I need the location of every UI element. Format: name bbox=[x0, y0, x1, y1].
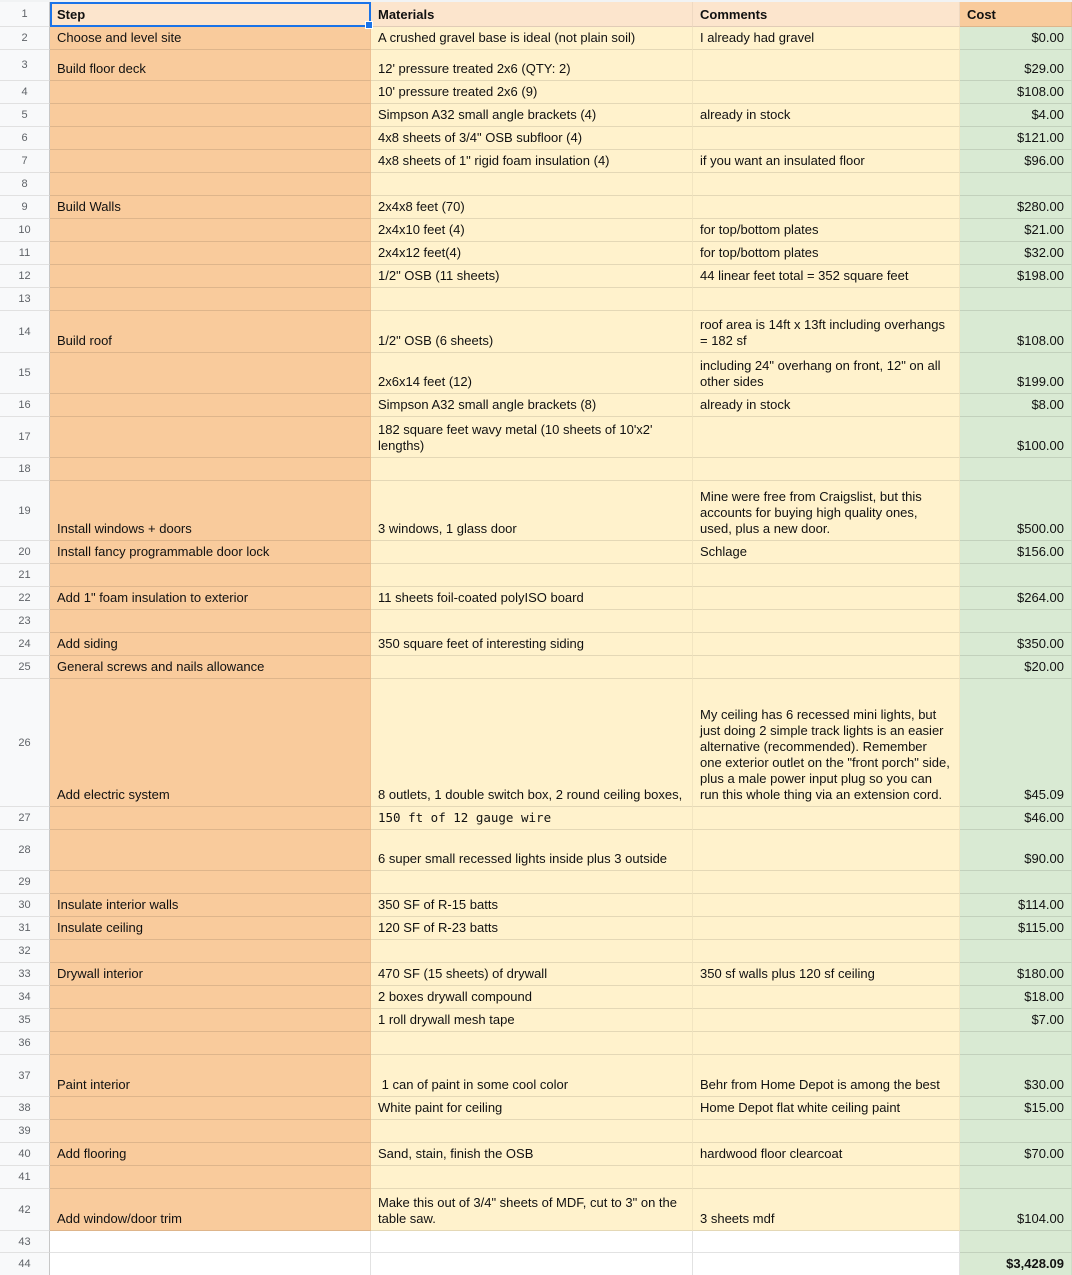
materials-cell[interactable]: 1 roll drywall mesh tape bbox=[371, 1009, 693, 1032]
sheet-row bbox=[0, 1009, 1072, 1032]
cost-cell[interactable]: $264.00 bbox=[960, 587, 1072, 610]
sheet-row bbox=[0, 541, 1072, 564]
cost-cell[interactable] bbox=[960, 564, 1072, 587]
row-number-cell[interactable]: 24 bbox=[0, 633, 50, 656]
cost-cell[interactable] bbox=[960, 1032, 1072, 1055]
materials-cell[interactable]: 10' pressure treated 2x6 (9) bbox=[371, 81, 693, 104]
sheet-row bbox=[0, 288, 1072, 311]
materials-cell[interactable]: 2x4x8 feet (70) bbox=[371, 196, 693, 219]
row-number-cell[interactable]: 36 bbox=[0, 1032, 50, 1055]
column-header-cost[interactable]: Cost bbox=[960, 2, 1072, 27]
row-number-cell[interactable]: 13 bbox=[0, 288, 50, 311]
materials-cell[interactable]: 182 square feet wavy metal (10 sheets of 10'x2' lengths) bbox=[371, 417, 693, 458]
step-cell[interactable] bbox=[50, 1253, 371, 1275]
cost-cell[interactable]: $180.00 bbox=[960, 963, 1072, 986]
step-cell[interactable] bbox=[50, 1166, 371, 1189]
cost-cell[interactable]: $350.00 bbox=[960, 633, 1072, 656]
row-number-cell[interactable]: 41 bbox=[0, 1166, 50, 1189]
row-number-cell[interactable]: 40 bbox=[0, 1143, 50, 1166]
materials-cell[interactable] bbox=[371, 173, 693, 196]
comments-cell[interactable]: if you want an insulated floor bbox=[693, 150, 960, 173]
materials-cell[interactable]: 6 super small recessed lights inside plus 3 outside bbox=[371, 830, 693, 871]
sheet-row bbox=[0, 458, 1072, 481]
materials-cell[interactable] bbox=[371, 288, 693, 311]
sheet-row bbox=[0, 173, 1072, 196]
cost-cell[interactable]: $46.00 bbox=[960, 807, 1072, 830]
materials-cell[interactable] bbox=[371, 1120, 693, 1143]
step-cell[interactable]: Paint interior bbox=[50, 1055, 371, 1097]
materials-cell[interactable]: 2x4x12 feet(4) bbox=[371, 242, 693, 265]
comments-cell[interactable] bbox=[693, 288, 960, 311]
step-cell[interactable] bbox=[50, 986, 371, 1009]
step-cell[interactable]: Build roof bbox=[50, 311, 371, 353]
comments-cell[interactable] bbox=[693, 1009, 960, 1032]
comments-cell[interactable] bbox=[693, 196, 960, 219]
materials-cell[interactable]: 1 can of paint in some cool color bbox=[371, 1055, 693, 1097]
materials-cell[interactable] bbox=[371, 1166, 693, 1189]
sheet-row bbox=[0, 265, 1072, 288]
comments-cell[interactable]: Behr from Home Depot is among the best bbox=[693, 1055, 960, 1097]
cost-cell[interactable]: $0.00 bbox=[960, 27, 1072, 50]
sheet-row bbox=[0, 656, 1072, 679]
comments-cell[interactable] bbox=[693, 564, 960, 587]
cost-cell[interactable]: $32.00 bbox=[960, 242, 1072, 265]
comments-cell[interactable]: Mine were free from Craigslist, but this accounts for buying high quality ones, used, plus a new door. bbox=[693, 481, 960, 541]
materials-cell[interactable]: White paint for ceiling bbox=[371, 1097, 693, 1120]
comments-cell[interactable] bbox=[693, 610, 960, 633]
cost-cell[interactable]: $21.00 bbox=[960, 219, 1072, 242]
comments-cell[interactable]: already in stock bbox=[693, 394, 960, 417]
row-number-cell[interactable]: 10 bbox=[0, 219, 50, 242]
step-cell[interactable] bbox=[50, 127, 371, 150]
materials-cell[interactable]: 2 boxes drywall compound bbox=[371, 986, 693, 1009]
materials-cell[interactable] bbox=[371, 656, 693, 679]
row-number-cell[interactable]: 38 bbox=[0, 1097, 50, 1120]
materials-cell[interactable] bbox=[371, 1253, 693, 1275]
cost-cell[interactable]: $3,428.09 bbox=[960, 1253, 1072, 1275]
row-number-cell[interactable]: 43 bbox=[0, 1231, 50, 1253]
step-cell[interactable] bbox=[50, 940, 371, 963]
comments-cell[interactable]: I already had gravel bbox=[693, 27, 960, 50]
comments-cell[interactable]: Home Depot flat white ceiling paint bbox=[693, 1097, 960, 1120]
comments-cell[interactable]: My ceiling has 6 recessed mini lights, but just doing 2 simple track lights is an easier alternative (recommended). Remember one exterior outlet on the "front porch" side, plus a male power input plug so you can run this whole thing via an extension cord. bbox=[693, 679, 960, 807]
materials-cell[interactable]: Simpson A32 small angle brackets (8) bbox=[371, 394, 693, 417]
step-cell[interactable] bbox=[50, 1032, 371, 1055]
row-number-cell[interactable]: 12 bbox=[0, 265, 50, 288]
sheet-row bbox=[0, 104, 1072, 127]
step-cell[interactable] bbox=[50, 288, 371, 311]
comments-cell[interactable] bbox=[693, 458, 960, 481]
step-cell[interactable] bbox=[50, 265, 371, 288]
sheet-row bbox=[0, 940, 1072, 963]
materials-cell[interactable]: Sand, stain, finish the OSB bbox=[371, 1143, 693, 1166]
column-header-comments[interactable]: Comments bbox=[693, 2, 960, 27]
materials-cell[interactable]: 470 SF (15 sheets) of drywall bbox=[371, 963, 693, 986]
row-number-cell[interactable]: 33 bbox=[0, 963, 50, 986]
sheet-row bbox=[0, 1097, 1072, 1120]
cost-cell[interactable]: $114.00 bbox=[960, 894, 1072, 917]
cost-cell[interactable] bbox=[960, 173, 1072, 196]
sheet-row bbox=[0, 127, 1072, 150]
materials-cell[interactable]: 4x8 sheets of 1" rigid foam insulation (4) bbox=[371, 150, 693, 173]
step-cell[interactable]: Add window/door trim bbox=[50, 1189, 371, 1231]
sheet-row bbox=[0, 830, 1072, 871]
sheet-row bbox=[0, 1231, 1072, 1253]
cost-cell[interactable]: $199.00 bbox=[960, 353, 1072, 394]
cost-cell[interactable]: $198.00 bbox=[960, 265, 1072, 288]
cost-cell[interactable] bbox=[960, 940, 1072, 963]
step-cell[interactable] bbox=[50, 830, 371, 871]
row-number-cell[interactable]: 17 bbox=[0, 417, 50, 458]
sheet-row bbox=[0, 50, 1072, 81]
cost-cell[interactable]: $108.00 bbox=[960, 81, 1072, 104]
comments-cell[interactable] bbox=[693, 1231, 960, 1253]
comments-cell[interactable]: 350 sf walls plus 120 sf ceiling bbox=[693, 963, 960, 986]
comments-cell[interactable] bbox=[693, 1032, 960, 1055]
row-number-cell[interactable]: 29 bbox=[0, 871, 50, 894]
materials-cell[interactable] bbox=[371, 1032, 693, 1055]
materials-cell[interactable]: 1/2" OSB (6 sheets) bbox=[371, 311, 693, 353]
materials-cell[interactable]: A crushed gravel base is ideal (not plain soil) bbox=[371, 27, 693, 50]
row-number-cell[interactable]: 4 bbox=[0, 81, 50, 104]
step-cell[interactable] bbox=[50, 458, 371, 481]
comments-cell[interactable] bbox=[693, 1166, 960, 1189]
sheet-row bbox=[0, 679, 1072, 807]
comments-cell[interactable]: for top/bottom plates bbox=[693, 219, 960, 242]
comments-cell[interactable]: hardwood floor clearcoat bbox=[693, 1143, 960, 1166]
step-cell[interactable] bbox=[50, 353, 371, 394]
column-header-materials[interactable]: Materials bbox=[371, 2, 693, 27]
materials-cell[interactable]: 120 SF of R-23 batts bbox=[371, 917, 693, 940]
sheet-row bbox=[0, 417, 1072, 458]
comments-cell[interactable] bbox=[693, 417, 960, 458]
step-cell[interactable] bbox=[50, 173, 371, 196]
step-cell[interactable]: Build floor deck bbox=[50, 50, 371, 81]
step-cell[interactable]: Drywall interior bbox=[50, 963, 371, 986]
comments-cell[interactable] bbox=[693, 127, 960, 150]
row-number-cell[interactable]: 37 bbox=[0, 1055, 50, 1097]
step-cell[interactable]: Install fancy programmable door lock bbox=[50, 541, 371, 564]
cost-cell[interactable] bbox=[960, 1166, 1072, 1189]
materials-cell[interactable] bbox=[371, 1231, 693, 1253]
cost-cell[interactable]: $15.00 bbox=[960, 1097, 1072, 1120]
comments-cell[interactable]: including 24" overhang on front, 12" on all other sides bbox=[693, 353, 960, 394]
step-cell[interactable] bbox=[50, 242, 371, 265]
sheet-row bbox=[0, 219, 1072, 242]
sheet-row bbox=[0, 917, 1072, 940]
cost-cell[interactable] bbox=[960, 610, 1072, 633]
cost-cell[interactable]: $115.00 bbox=[960, 917, 1072, 940]
cost-cell[interactable]: $20.00 bbox=[960, 656, 1072, 679]
sheet-row bbox=[0, 27, 1072, 50]
comments-cell[interactable] bbox=[693, 656, 960, 679]
materials-cell[interactable]: 2x6x14 feet (12) bbox=[371, 353, 693, 394]
sheet-row bbox=[0, 481, 1072, 541]
materials-cell[interactable]: 1/2" OSB (11 sheets) bbox=[371, 265, 693, 288]
row-number-cell[interactable]: 6 bbox=[0, 127, 50, 150]
row-number-cell[interactable]: 23 bbox=[0, 610, 50, 633]
step-cell[interactable]: Insulate interior walls bbox=[50, 894, 371, 917]
materials-cell[interactable]: 2x4x10 feet (4) bbox=[371, 219, 693, 242]
row-number-cell[interactable]: 2 bbox=[0, 27, 50, 50]
step-cell[interactable]: Insulate ceiling bbox=[50, 917, 371, 940]
sheet-row bbox=[0, 963, 1072, 986]
cost-cell[interactable]: $100.00 bbox=[960, 417, 1072, 458]
sheet-row bbox=[0, 1120, 1072, 1143]
comments-cell[interactable] bbox=[693, 986, 960, 1009]
row-number-cell[interactable]: 34 bbox=[0, 986, 50, 1009]
row-number-cell[interactable]: 32 bbox=[0, 940, 50, 963]
sheet-row bbox=[0, 1166, 1072, 1189]
row-number-cell[interactable]: 9 bbox=[0, 196, 50, 219]
cost-cell[interactable]: $108.00 bbox=[960, 311, 1072, 353]
sheet-row bbox=[0, 1055, 1072, 1097]
sheet-row bbox=[0, 196, 1072, 219]
comments-cell[interactable] bbox=[693, 50, 960, 81]
cost-cell[interactable] bbox=[960, 1231, 1072, 1253]
materials-cell[interactable] bbox=[371, 541, 693, 564]
materials-cell[interactable]: 8 outlets, 1 double switch box, 2 round ceiling boxes, bbox=[371, 679, 693, 807]
sheet-row bbox=[0, 986, 1072, 1009]
materials-cell[interactable] bbox=[371, 610, 693, 633]
comments-cell[interactable] bbox=[693, 1253, 960, 1275]
comments-cell[interactable] bbox=[693, 807, 960, 830]
materials-cell[interactable]: Make this out of 3/4" sheets of MDF, cut to 3" on the table saw. bbox=[371, 1189, 693, 1231]
comments-cell[interactable]: Schlage bbox=[693, 541, 960, 564]
step-cell[interactable] bbox=[50, 394, 371, 417]
cost-cell[interactable] bbox=[960, 1120, 1072, 1143]
materials-cell[interactable]: 3 windows, 1 glass door bbox=[371, 481, 693, 541]
row-number-cell[interactable]: 21 bbox=[0, 564, 50, 587]
comments-cell[interactable] bbox=[693, 894, 960, 917]
row-number-cell[interactable]: 20 bbox=[0, 541, 50, 564]
row-number-cell[interactable]: 15 bbox=[0, 353, 50, 394]
comments-cell[interactable]: for top/bottom plates bbox=[693, 242, 960, 265]
cost-cell[interactable]: $156.00 bbox=[960, 541, 1072, 564]
step-cell[interactable]: Install windows + doors bbox=[50, 481, 371, 541]
row-number-cell[interactable]: 1 bbox=[0, 2, 50, 27]
cost-cell[interactable]: $96.00 bbox=[960, 150, 1072, 173]
step-cell[interactable]: Build Walls bbox=[50, 196, 371, 219]
comments-cell[interactable] bbox=[693, 871, 960, 894]
materials-cell[interactable]: 350 square feet of interesting siding bbox=[371, 633, 693, 656]
row-number-cell[interactable]: 44 bbox=[0, 1253, 50, 1275]
step-cell[interactable] bbox=[50, 150, 371, 173]
cost-cell[interactable]: $7.00 bbox=[960, 1009, 1072, 1032]
sheet-row bbox=[0, 81, 1072, 104]
sheet-row bbox=[0, 1189, 1072, 1231]
step-cell[interactable] bbox=[50, 81, 371, 104]
sheet-row bbox=[0, 587, 1072, 610]
row-number-cell[interactable]: 39 bbox=[0, 1120, 50, 1143]
step-cell[interactable] bbox=[50, 417, 371, 458]
row-number-cell[interactable]: 11 bbox=[0, 242, 50, 265]
comments-cell[interactable] bbox=[693, 917, 960, 940]
materials-cell[interactable]: 11 sheets foil-coated polyISO board bbox=[371, 587, 693, 610]
row-number-cell[interactable]: 35 bbox=[0, 1009, 50, 1032]
materials-cell[interactable]: 150 ft of 12 gauge wire bbox=[371, 807, 693, 830]
row-number-cell[interactable]: 18 bbox=[0, 458, 50, 481]
row-number-cell[interactable]: 42 bbox=[0, 1189, 50, 1231]
cost-cell[interactable]: $18.00 bbox=[960, 986, 1072, 1009]
sheet-row bbox=[0, 633, 1072, 656]
sheet-row bbox=[0, 242, 1072, 265]
materials-cell[interactable] bbox=[371, 940, 693, 963]
cost-cell[interactable]: $500.00 bbox=[960, 481, 1072, 541]
row-number-cell[interactable]: 31 bbox=[0, 917, 50, 940]
cost-cell[interactable] bbox=[960, 458, 1072, 481]
comments-cell[interactable] bbox=[693, 173, 960, 196]
sheet-row bbox=[0, 311, 1072, 353]
comments-cell[interactable] bbox=[693, 587, 960, 610]
row-number-cell[interactable]: 25 bbox=[0, 656, 50, 679]
step-cell[interactable] bbox=[50, 871, 371, 894]
row-number-cell[interactable]: 5 bbox=[0, 104, 50, 127]
cost-cell[interactable]: $30.00 bbox=[960, 1055, 1072, 1097]
cost-cell[interactable]: $121.00 bbox=[960, 127, 1072, 150]
row-number-cell[interactable]: 19 bbox=[0, 481, 50, 541]
materials-cell[interactable]: 12' pressure treated 2x6 (QTY: 2) bbox=[371, 50, 693, 81]
step-cell[interactable] bbox=[50, 1097, 371, 1120]
row-number-cell[interactable]: 30 bbox=[0, 894, 50, 917]
comments-cell[interactable] bbox=[693, 81, 960, 104]
cost-cell[interactable]: $45.09 bbox=[960, 679, 1072, 807]
cost-cell[interactable] bbox=[960, 871, 1072, 894]
row-number-cell[interactable]: 26 bbox=[0, 679, 50, 807]
cost-cell[interactable]: $70.00 bbox=[960, 1143, 1072, 1166]
step-cell[interactable] bbox=[50, 564, 371, 587]
step-cell[interactable] bbox=[50, 1231, 371, 1253]
materials-cell[interactable]: 4x8 sheets of 3/4" OSB subfloor (4) bbox=[371, 127, 693, 150]
row-number-cell[interactable]: 27 bbox=[0, 807, 50, 830]
sheet-row bbox=[0, 1032, 1072, 1055]
step-cell[interactable]: Add flooring bbox=[50, 1143, 371, 1166]
materials-cell[interactable]: 350 SF of R-15 batts bbox=[371, 894, 693, 917]
step-cell[interactable]: General screws and nails allowance bbox=[50, 656, 371, 679]
row-number-cell[interactable]: 7 bbox=[0, 150, 50, 173]
comments-cell[interactable]: already in stock bbox=[693, 104, 960, 127]
step-cell[interactable]: Choose and level site bbox=[50, 27, 371, 50]
cost-cell[interactable]: $4.00 bbox=[960, 104, 1072, 127]
cost-cell[interactable]: $280.00 bbox=[960, 196, 1072, 219]
sheet-row bbox=[0, 1143, 1072, 1166]
row-number-cell[interactable]: 16 bbox=[0, 394, 50, 417]
step-cell[interactable] bbox=[50, 104, 371, 127]
cost-cell[interactable]: $29.00 bbox=[960, 50, 1072, 81]
step-cell[interactable] bbox=[50, 807, 371, 830]
sheet-row bbox=[0, 564, 1072, 587]
comments-cell[interactable]: 44 linear feet total = 352 square feet bbox=[693, 265, 960, 288]
cost-cell[interactable]: $90.00 bbox=[960, 830, 1072, 871]
sheet-row bbox=[0, 353, 1072, 394]
row-number-cell[interactable]: 28 bbox=[0, 830, 50, 871]
row-number-cell[interactable]: 14 bbox=[0, 311, 50, 353]
cost-cell[interactable]: $8.00 bbox=[960, 394, 1072, 417]
step-cell[interactable] bbox=[50, 219, 371, 242]
row-number-cell[interactable]: 3 bbox=[0, 50, 50, 81]
sheet-row bbox=[0, 394, 1072, 417]
cost-cell[interactable] bbox=[960, 288, 1072, 311]
sheet-row bbox=[0, 610, 1072, 633]
header-row bbox=[0, 2, 1072, 27]
row-number-cell[interactable]: 8 bbox=[0, 173, 50, 196]
step-cell[interactable] bbox=[50, 1009, 371, 1032]
column-header-step[interactable]: Step bbox=[50, 2, 371, 27]
sheet-row bbox=[0, 871, 1072, 894]
comments-cell[interactable] bbox=[693, 633, 960, 656]
step-cell[interactable]: Add 1" foam insulation to exterior bbox=[50, 587, 371, 610]
sheet-row bbox=[0, 894, 1072, 917]
step-cell[interactable]: Add electric system bbox=[50, 679, 371, 807]
comments-cell[interactable] bbox=[693, 830, 960, 871]
cost-cell[interactable]: $104.00 bbox=[960, 1189, 1072, 1231]
comments-cell[interactable] bbox=[693, 1120, 960, 1143]
materials-cell[interactable] bbox=[371, 871, 693, 894]
sheet-row bbox=[0, 150, 1072, 173]
materials-cell[interactable] bbox=[371, 458, 693, 481]
step-cell[interactable] bbox=[50, 1120, 371, 1143]
comments-cell[interactable]: roof area is 14ft x 13ft including overhangs = 182 sf bbox=[693, 311, 960, 353]
step-cell[interactable]: Add siding bbox=[50, 633, 371, 656]
materials-cell[interactable] bbox=[371, 564, 693, 587]
sheet-row bbox=[0, 807, 1072, 830]
sheet-body bbox=[0, 27, 1072, 1275]
row-number-cell[interactable]: 22 bbox=[0, 587, 50, 610]
step-cell[interactable] bbox=[50, 610, 371, 633]
comments-cell[interactable]: 3 sheets mdf bbox=[693, 1189, 960, 1231]
sheet-row bbox=[0, 1253, 1072, 1275]
materials-cell[interactable]: Simpson A32 small angle brackets (4) bbox=[371, 104, 693, 127]
comments-cell[interactable] bbox=[693, 940, 960, 963]
